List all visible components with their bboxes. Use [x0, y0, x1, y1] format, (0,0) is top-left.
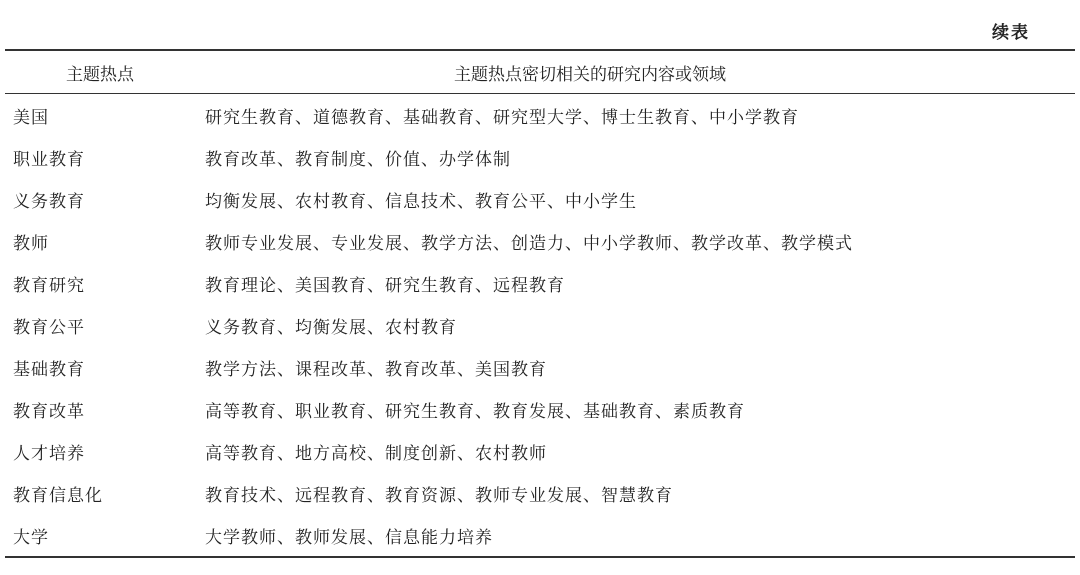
row-related: 高等教育、职业教育、研究生教育、教育发展、基础教育、素质教育 — [205, 401, 745, 422]
row-topic: 教育公平 — [13, 317, 85, 338]
table-row — [5, 178, 1075, 220]
row-related: 教学方法、课程改革、教育改革、美国教育 — [205, 359, 547, 380]
row-related: 高等教育、地方高校、制度创新、农村教师 — [205, 443, 547, 464]
row-topic: 教育信息化 — [13, 485, 103, 506]
row-topic: 教育改革 — [13, 401, 85, 422]
row-topic: 人才培养 — [13, 443, 85, 464]
row-topic: 大学 — [13, 527, 49, 548]
row-topic: 教育研究 — [13, 275, 85, 296]
row-related: 大学教师、教师发展、信息能力培养 — [205, 527, 493, 548]
row-related: 均衡发展、农村教育、信息技术、教育公平、中小学生 — [205, 191, 637, 212]
row-related: 教育理论、美国教育、研究生教育、远程教育 — [205, 275, 565, 296]
table-body — [5, 94, 1075, 556]
row-topic: 义务教育 — [13, 191, 85, 212]
table-row — [5, 262, 1075, 304]
table-header — [5, 51, 1075, 94]
row-topic: 基础教育 — [13, 359, 85, 380]
row-topic: 职业教育 — [13, 149, 85, 170]
row-related: 义务教育、均衡发展、农村教育 — [205, 317, 457, 338]
table-row — [5, 304, 1075, 346]
table-row — [5, 388, 1075, 430]
table-row — [5, 472, 1075, 514]
table-row — [5, 220, 1075, 262]
row-related: 研究生教育、道德教育、基础教育、研究型大学、博士生教育、中小学教育 — [205, 107, 799, 128]
header-topic: 主题热点 — [66, 64, 134, 85]
row-related: 教师专业发展、专业发展、教学方法、创造力、中小学教师、教学改革、教学模式 — [205, 233, 853, 254]
row-topic: 教师 — [13, 233, 49, 254]
table-row — [5, 136, 1075, 178]
row-related: 教育改革、教育制度、价值、办学体制 — [205, 149, 511, 170]
continued-table-label: 续表 — [992, 23, 1030, 43]
table-row — [5, 430, 1075, 472]
table-row — [5, 346, 1075, 388]
hotspot-table — [5, 49, 1075, 558]
header-related: 主题热点密切相关的研究内容或领域 — [454, 64, 726, 85]
table-row — [5, 514, 1075, 556]
row-related: 教育技术、远程教育、教育资源、教师专业发展、智慧教育 — [205, 485, 673, 506]
table-row — [5, 94, 1075, 136]
row-topic: 美国 — [13, 107, 49, 128]
